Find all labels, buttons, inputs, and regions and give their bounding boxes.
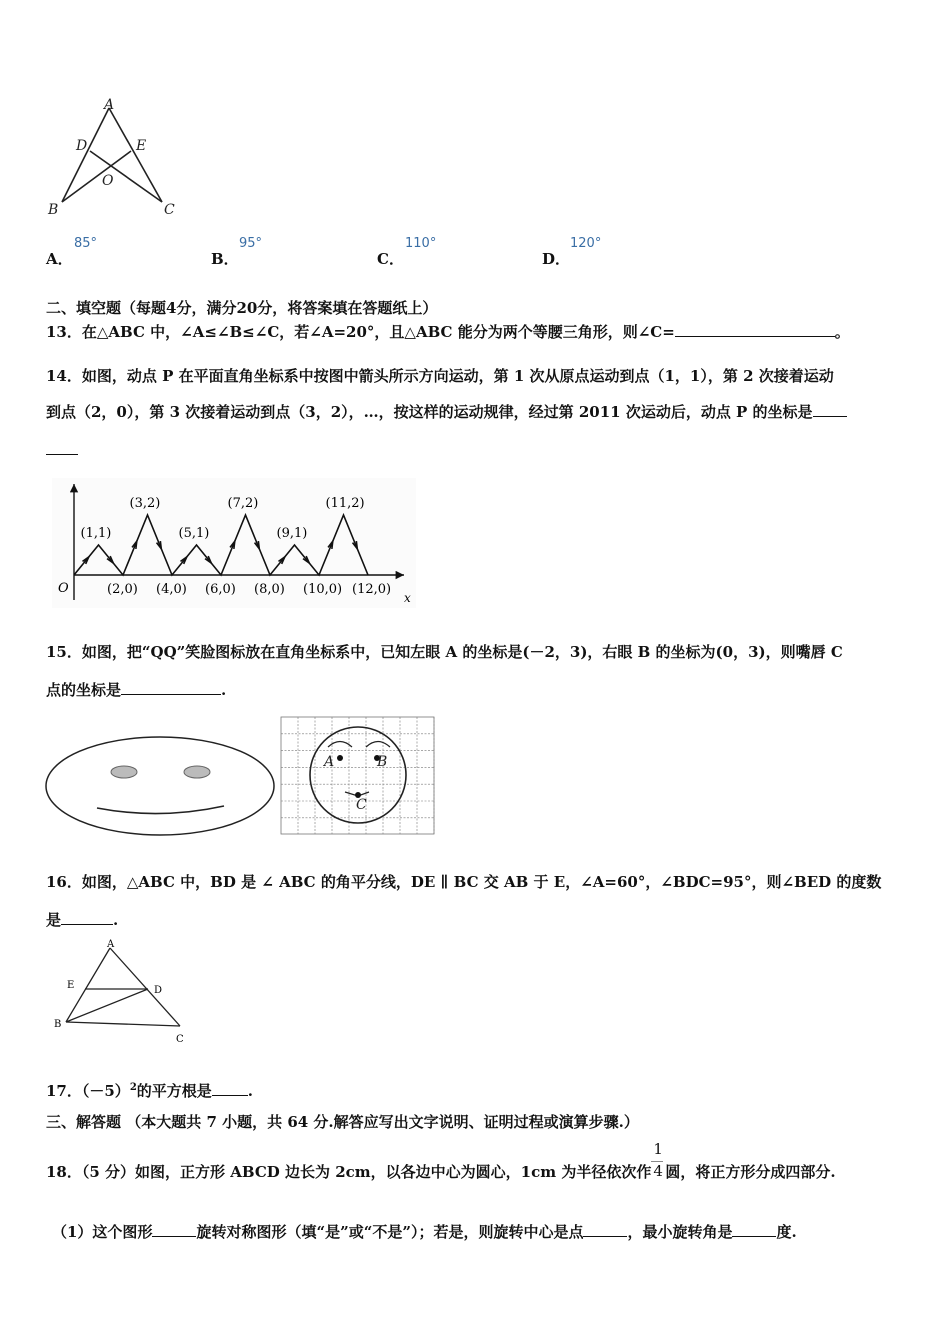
q16-triangle-figure	[50, 936, 200, 1046]
q15-line-2-text: 点的坐标是	[46, 681, 122, 699]
q18-1-text-a: （1）这个图形	[52, 1223, 153, 1241]
fig14-bottom-label: (8,0)	[254, 582, 285, 597]
q13-text: 13．在△ABC 中，∠A≤∠B≤∠C，若∠A=20°，且△ABC 能分为两个等腰三角形，则∠C=	[46, 323, 675, 341]
q15-line-1: 15．如图，把“QQ”笑脸图标放在直角坐标系中，已知左眼 A 的坐标是(－2，3)，右眼 B 的坐标为(0，3)，则嘴唇 C	[46, 643, 843, 661]
fig14-bottom-label: (12,0)	[352, 582, 392, 597]
option-c-value: 110°	[405, 236, 437, 251]
q16-answer-blank[interactable]	[61, 910, 113, 925]
fig12-label-d: D	[76, 138, 88, 154]
q14-line-2-text: 到点（2，0），第 3 次接着运动到点（3，2），…，按这样的运动规律，经过第 2011 次运动后，动点 P 的坐标是	[46, 403, 813, 421]
fig16-label-d: D	[154, 985, 163, 996]
fig12-label-c: C	[164, 202, 175, 218]
q16-line-1: 16．如图，△ABC 中，BD 是 ∠ ABC 的角平分线，DE ∥ BC 交 AB 于 E，∠A=60°，∠BDC=95°，则∠BED 的度数	[46, 873, 882, 891]
q18-fraction	[651, 1140, 665, 1183]
fig15-label-a: A	[324, 754, 335, 770]
fig16-label-e: E	[67, 980, 75, 991]
q15-answer-blank[interactable]	[121, 680, 221, 695]
section-2-heading: 二、填空题（每题4分，满分20分，将答案填在答题纸上）	[46, 299, 438, 317]
fig14-bottom-label: (10,0)	[303, 582, 343, 597]
section-3-heading: 三、解答题 （本大题共 7 小题，共 64 分.解答应写出文字说明、证明过程或演算步骤.）	[46, 1113, 639, 1131]
q18-text: 18．（5 分）如图，正方形 ABCD 边长为 2cm，以各边中心为圆心，1cm 为半径依次作	[46, 1163, 652, 1181]
q14-line-2	[46, 402, 847, 422]
q17-text: 17．（－5）	[46, 1082, 130, 1100]
q12-triangle-figure	[44, 96, 184, 221]
fig16-label-c: C	[176, 1034, 184, 1045]
question-18-part-1	[52, 1222, 797, 1242]
option-a-letter: A．	[46, 250, 73, 268]
q18-frac-den: 4	[653, 1162, 663, 1180]
q13-end: 。	[834, 323, 850, 341]
q18-text-2: 圆，将正方形分成四部分.	[665, 1163, 836, 1181]
option-d-value: 120°	[570, 236, 602, 251]
fig12-label-b: B	[48, 202, 59, 218]
q13-answer-blank[interactable]	[675, 322, 835, 337]
option-c-letter: C．	[377, 250, 404, 268]
fig14-bottom-label: (4,0)	[156, 582, 187, 597]
q16-end: .	[113, 911, 119, 929]
q18-1-text-d: 度.	[776, 1223, 797, 1241]
q15-end: .	[221, 681, 227, 699]
fig14-bottom-label: (2,0)	[107, 582, 138, 597]
fig14-origin-label: O	[58, 581, 69, 596]
q14-answer-blank-cont[interactable]	[46, 440, 78, 455]
q18-frac-num: 1	[653, 1140, 663, 1158]
q17-exponent: 2	[129, 1082, 137, 1093]
option-b-value: 95°	[239, 236, 263, 251]
q16-line-2	[46, 910, 118, 930]
fig12-label-e: E	[136, 138, 147, 154]
option-a-value: 85°	[74, 236, 98, 251]
q17-answer-blank[interactable]	[212, 1081, 248, 1096]
q15-smiley-figure	[42, 734, 278, 838]
q16-line-2-text: 是	[46, 911, 62, 929]
fig12-label-a: A	[104, 97, 115, 113]
fig14-x-label: x	[404, 591, 411, 605]
q15-line-2	[46, 680, 226, 700]
q18-1-blank-3[interactable]	[732, 1222, 776, 1237]
fig16-label-a: A	[107, 939, 115, 950]
fig15-label-b: B	[377, 754, 388, 770]
q15-grid-figure	[280, 716, 436, 836]
q18-1-text-c: ，最小旋转角是	[627, 1223, 733, 1241]
q18-1-blank-2[interactable]	[583, 1222, 627, 1237]
fig14-top-label: (3,2)	[129, 496, 161, 511]
fig14-top-label: (11,2)	[325, 496, 365, 511]
option-b-letter: B．	[211, 250, 239, 268]
q14-answer-blank[interactable]	[813, 402, 847, 417]
fig14-top-label: (5,1)	[178, 526, 210, 541]
fig16-label-b: B	[54, 1019, 62, 1030]
fig15-label-c: C	[356, 797, 367, 813]
q18-1-blank-1[interactable]	[152, 1222, 196, 1237]
question-18	[46, 1140, 836, 1183]
fig14-top-label: (7,2)	[227, 496, 259, 511]
q17-end: .	[247, 1082, 254, 1100]
fig14-top-label: (1,1)	[80, 526, 112, 541]
q17-text-2: 的平方根是	[136, 1082, 212, 1100]
fig14-top-label: (9,1)	[276, 526, 308, 541]
q14-zigzag-figure	[52, 478, 416, 608]
q18-1-text-b: 旋转对称图形（填“是”或“不是”）；若是，则旋转中心是点	[196, 1223, 584, 1241]
fig12-label-o: O	[102, 173, 114, 189]
question-17	[46, 1078, 253, 1101]
question-13	[46, 322, 850, 342]
option-d-letter: D．	[542, 250, 571, 268]
q14-line-1: 14．如图，动点 P 在平面直角坐标系中按图中箭头所示方向运动，第 1 次从原点运动到点（1，1），第 2 次接着运动	[46, 367, 834, 385]
fig14-bottom-label: (6,0)	[205, 582, 236, 597]
